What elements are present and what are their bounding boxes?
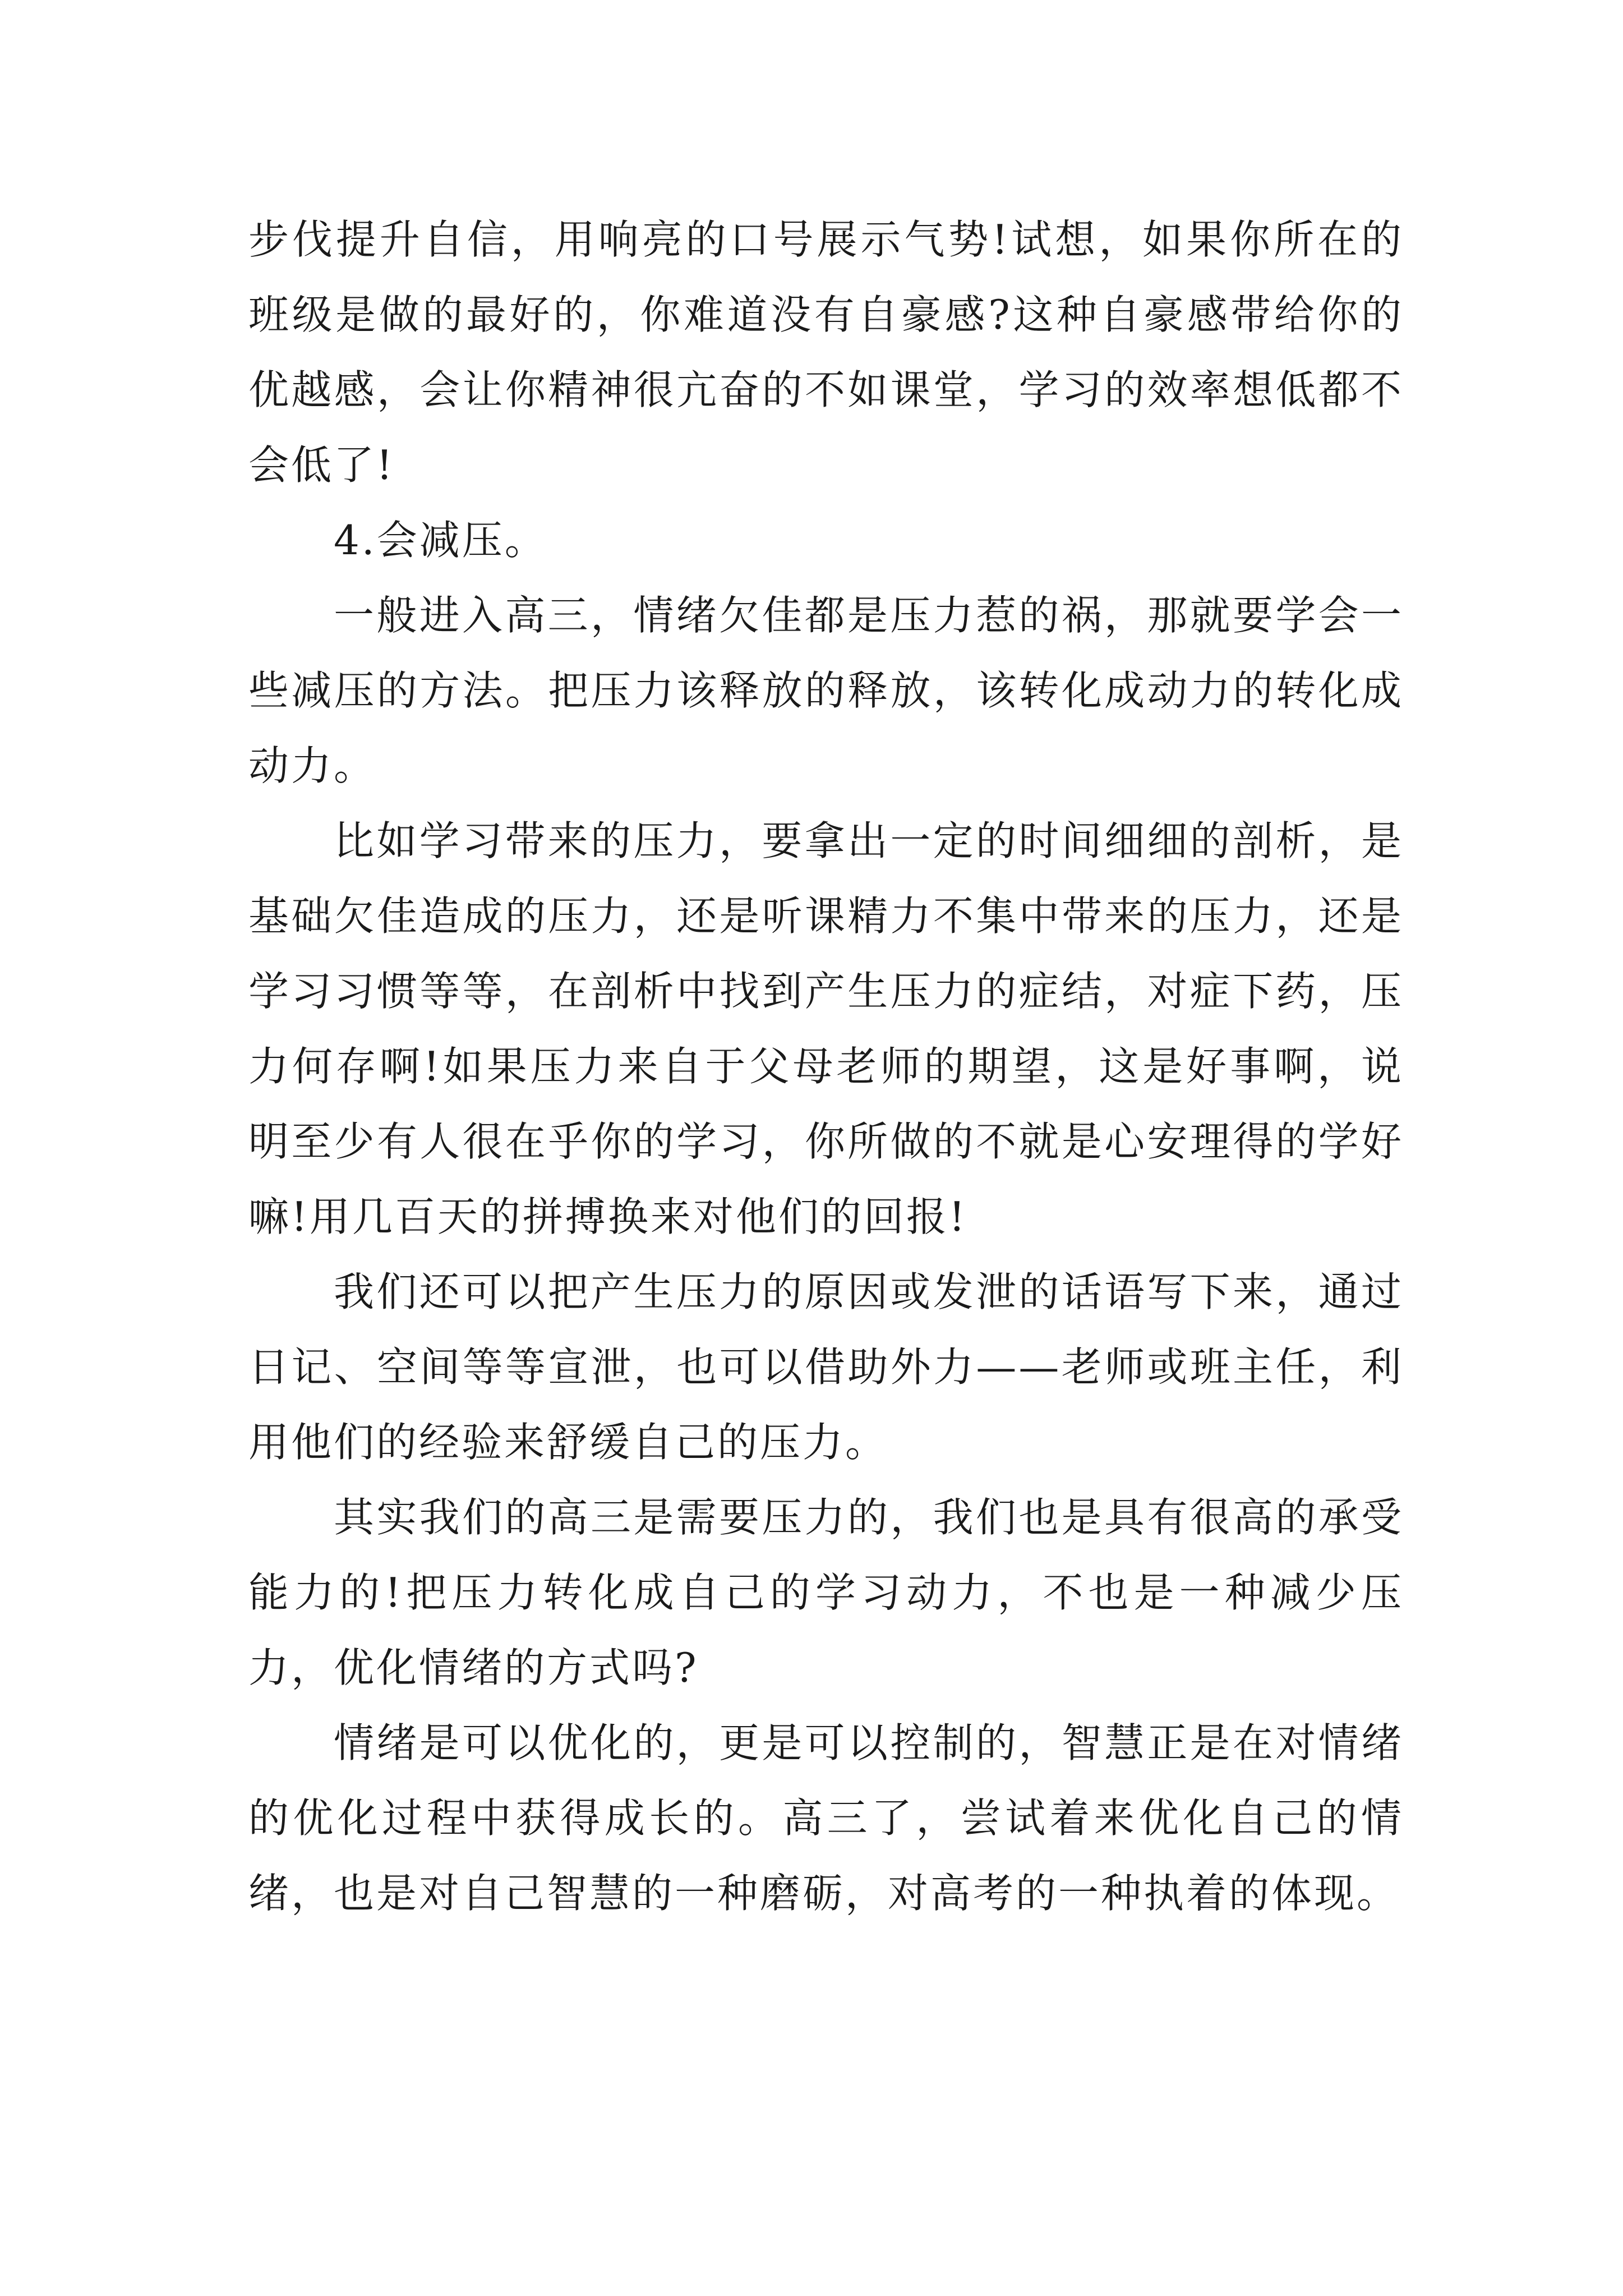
- document-body: [248, 202, 1404, 1931]
- paragraph: 我们还可以把产生压力的原因或发泄的话语写下来，通过日记、空间等等宣泄，也可以借助外力——老师或班主任，利用他们的经验来舒缓自己的压力。: [248, 1268, 1404, 1466]
- paragraph: 比如学习带来的压力，要拿出一定的时间细细的剖析，是基础欠佳造成的压力，还是听课精力不集中带来的压力，还是学习习惯等等，在剖析中找到产生压力的症结，对症下药，压力何存啊!如果压力来自于父母老师的期望，这是好事啊，说明至少有人很在乎你的学习，你所做的不就是心安理得的学好嘛!用几百天的拼搏换来对他们的回报!: [248, 817, 1404, 1240]
- section-heading: 4.会减压。: [334, 517, 547, 564]
- paragraph: 情绪是可以优化的，更是可以控制的，智慧正是在对情绪的优化过程中获得成长的。高三了，尝试着来优化自己的情绪，也是对自己智慧的一种磨砺，对高考的一种执着的体现。: [248, 1719, 1404, 1917]
- paragraph: 其实我们的高三是需要压力的，我们也是具有很高的承受能力的!把压力转化成自己的学习动力，不也是一种减少压力，优化情绪的方式吗?: [248, 1494, 1404, 1691]
- paragraph-continuation: 步伐提升自信，用响亮的口号展示气势!试想，如果你所在的班级是做的最好的，你难道没有自豪感?这种自豪感带给你的优越感，会让你精神很亢奋的不如课堂，学习的效率想低都不会低了!: [248, 216, 1404, 489]
- paragraph: 一般进入高三，情绪欠佳都是压力惹的祸，那就要学会一些减压的方法。把压力该释放的释放，该转化成动力的转化成动力。: [248, 592, 1404, 789]
